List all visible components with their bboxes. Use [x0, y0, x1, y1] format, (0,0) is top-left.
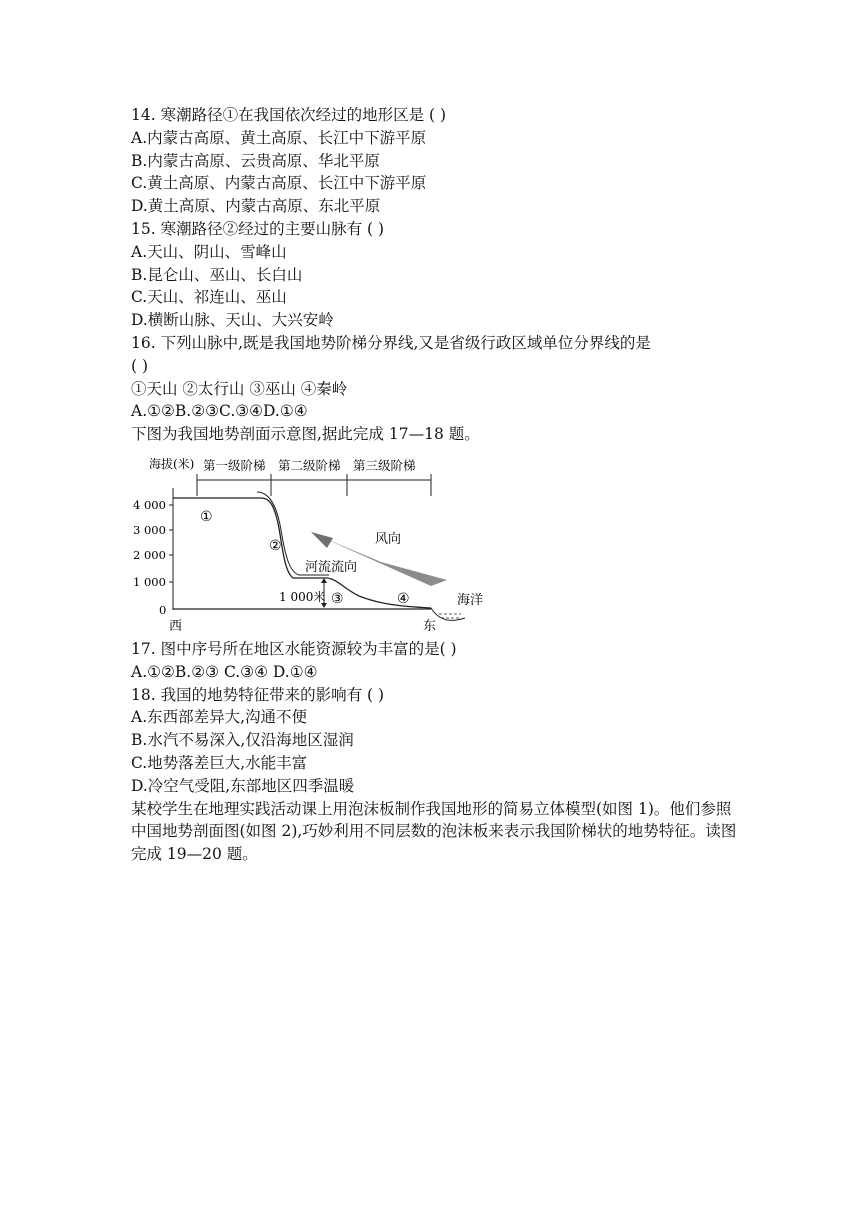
ytick-label-0: 0 — [159, 602, 167, 617]
q15-option-c: C.天山、祁连山、巫山 — [131, 288, 287, 307]
q16-items: ①天山 ②太行山 ③巫山 ④秦岭 — [131, 379, 348, 398]
document-body — [131, 104, 741, 866]
q15-option-b: B.昆仑山、巫山、长白山 — [131, 265, 303, 284]
q18-stem: 18. 我国的地势特征带来的影响有 ( ) — [131, 685, 385, 704]
q18-option-a: A.东西部差异大,沟通不便 — [131, 708, 308, 727]
q14-option-b: B.内蒙古高原、云贵高原、华北平原 — [131, 151, 380, 170]
east-label: 东 — [423, 618, 437, 634]
q15-option-d: D.横断山脉、天山、大兴安岭 — [131, 311, 334, 330]
marker-3: ③ — [331, 590, 344, 607]
q18-option-b: B.水汽不易深入,仅沿海地区湿润 — [131, 731, 354, 750]
intro-17-18: 下图为我国地势剖面示意图,据此完成 17—18 题。 — [131, 425, 480, 444]
wind-label: 风向 — [375, 531, 402, 547]
west-label: 西 — [169, 618, 183, 634]
height-label: 1 000米 — [279, 589, 326, 604]
q15-option-a: A.天山、阴山、雪峰山 — [131, 242, 287, 261]
q14-option-c: C.黄土高原、内蒙古高原、长江中下游平原 — [131, 174, 427, 193]
terrain-profile-svg — [131, 448, 491, 638]
q18-option-c: C.地势落差巨大,水能丰富 — [131, 753, 308, 772]
ytick-label-4000: 4 000 — [133, 497, 166, 512]
wind-arrow-head — [311, 532, 333, 548]
ytick-label-1000: 1 000 — [133, 574, 166, 589]
q15-stem: 15. 寒潮路径②经过的主要山脉有 ( ) — [131, 219, 385, 238]
q17-stem: 17. 图中序号所在地区水能资源较为丰富的是( ) — [131, 639, 457, 658]
q17-answers: A.①②B.②③ C.③④ D.①④ — [131, 662, 318, 681]
ytick-label-2000: 2 000 — [133, 547, 166, 562]
marker-1: ① — [200, 508, 213, 525]
step-label-1: 第一级阶梯 — [203, 457, 266, 473]
q14-option-d: D.黄土高原、内蒙古高原、东北平原 — [131, 197, 381, 216]
step-label-3: 第三级阶梯 — [353, 457, 416, 473]
q16-paren: ( ) — [131, 356, 149, 375]
ocean-label: 海洋 — [457, 592, 484, 608]
marker-4: ④ — [397, 590, 410, 607]
q14-option-a: A.内蒙古高原、黄土高原、长江中下游平原 — [131, 128, 427, 147]
terrain-profile-figure — [131, 448, 491, 638]
q14-stem: 14. 寒潮路径①在我国依次经过的地形区是 ( ) — [131, 106, 447, 124]
q18-option-d: D.冷空气受阻,东部地区四季温暖 — [131, 776, 355, 795]
height-arrow-top — [321, 578, 327, 583]
river-label: 河流流向 — [305, 559, 358, 575]
q16-answers: A.①②B.②③C.③④D.①④ — [131, 402, 308, 421]
intro-19-20: 某校学生在地理实践活动课上用泡沫板制作我国地形的简易立体模型(如图 1)。他们参照中国地势剖面图(如图 2),巧妙利用不同层数的泡沫板来表示我国阶梯状的地势特征。读图完成 19—20 题。 — [131, 799, 737, 864]
marker-2: ② — [269, 537, 282, 554]
q16-stem: 16. 下列山脉中,既是我国地势阶梯分界线,又是省级行政区域单位分界线的是 — [131, 333, 651, 352]
step-label-2: 第二级阶梯 — [278, 457, 341, 473]
ylabel: 海拔(米) — [149, 456, 195, 471]
ytick-label-3000: 3 000 — [133, 522, 166, 537]
